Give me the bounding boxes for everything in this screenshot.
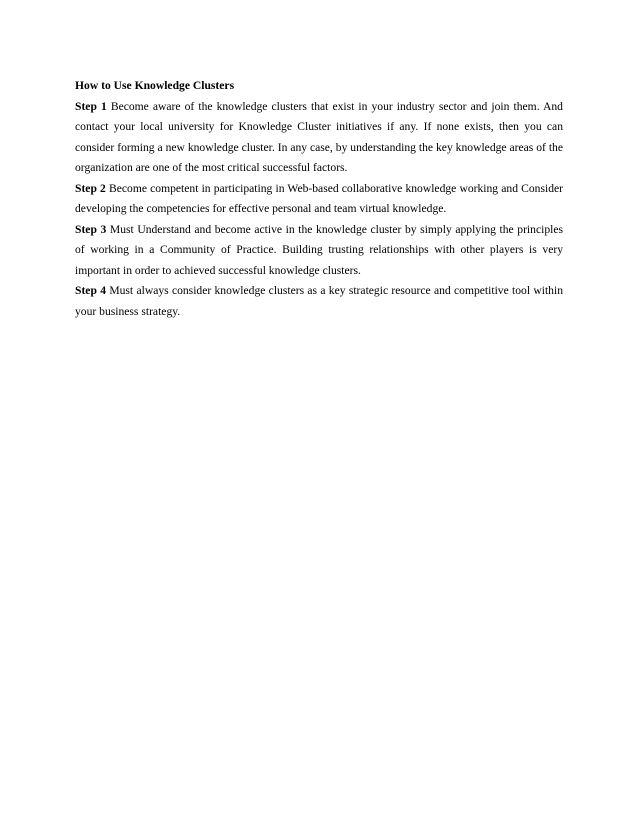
step-1-paragraph: [75, 97, 563, 179]
step-2-paragraph: [75, 179, 563, 220]
step-4-paragraph: [75, 281, 563, 322]
step-1-text: Become aware of the knowledge clusters that exist in your industry sector and join them. And contact your local university for Knowledge Cluster initiatives if any. If none exists, then you can consider forming a new knowledge cluster. In any case, by understanding the key knowledge areas of the organization are one of the most critical successful factors.: [75, 99, 563, 174]
step-1-label: Step 1: [75, 99, 107, 113]
step-4-label: Step 4: [75, 284, 106, 297]
document-body: [75, 76, 563, 322]
step-2-text: Become competent in participating in Web-based collaborative knowledge working and Consider developing the competencies for effective personal and team virtual knowledge.: [75, 181, 563, 215]
step-4-text: Must always consider knowledge clusters as a key strategic resource and competitive tool within your business strategy.: [75, 284, 563, 318]
step-3-label: Step 3: [75, 222, 107, 236]
step-3-paragraph: [75, 220, 563, 282]
step-3-text: Must Understand and become active in the knowledge cluster by simply applying the principles of working in a Community of Practice. Building trusting relationships with other players is very important in order to achieved successful knowledge clusters.: [75, 222, 563, 277]
step-2-label: Step 2: [75, 181, 106, 195]
section-heading: How to Use Knowledge Clusters: [75, 79, 235, 92]
